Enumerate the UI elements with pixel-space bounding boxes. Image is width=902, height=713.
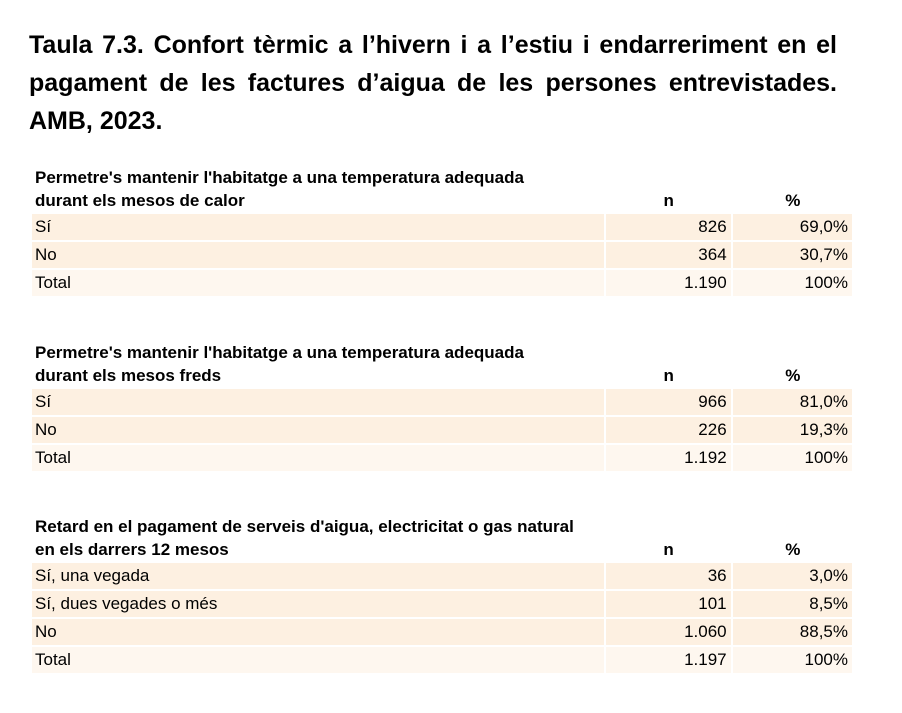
header-line-2: durant els mesos freds xyxy=(35,366,222,385)
row-percent: 81,0% xyxy=(731,389,852,415)
row-label: Sí xyxy=(32,214,604,240)
row-label: Sí xyxy=(32,389,604,415)
header-line-1: Retard en el pagament de serveis d'aigua, electricitat o gas natural xyxy=(35,517,574,536)
row-percent: 69,0% xyxy=(731,214,852,240)
row-label: Sí, dues vegades o més xyxy=(32,591,604,617)
table-header-label xyxy=(32,341,604,387)
table-row-total xyxy=(32,445,852,471)
column-header-n: n xyxy=(663,540,674,559)
column-header-n: n xyxy=(663,366,674,385)
row-label: Total xyxy=(32,647,604,673)
table-header-row xyxy=(32,341,852,387)
row-percent: 88,5% xyxy=(731,619,852,645)
column-header-percent: % xyxy=(785,191,801,210)
row-count: 1.197 xyxy=(604,647,731,673)
table-payment-delay xyxy=(32,513,852,675)
row-label: Sí, una vegada xyxy=(32,563,604,589)
column-header-percent: % xyxy=(785,366,801,385)
row-label: Total xyxy=(32,270,604,296)
row-count: 1.190 xyxy=(604,270,731,296)
row-count: 1.192 xyxy=(604,445,731,471)
header-line-2: durant els mesos de calor xyxy=(35,191,245,210)
column-header-n: n xyxy=(663,191,674,210)
header-line-2: en els darrers 12 mesos xyxy=(35,540,229,559)
row-percent: 100% xyxy=(731,647,852,673)
row-label: No xyxy=(32,619,604,645)
header-line-1: Permetre's mantenir l'habitatge a una temperatura adequada xyxy=(35,343,524,362)
row-percent: 100% xyxy=(731,270,852,296)
table-header-row xyxy=(32,515,852,561)
table-row xyxy=(32,214,852,240)
table-row xyxy=(32,389,852,415)
table-cold-comfort xyxy=(32,339,852,473)
table-header-label xyxy=(32,515,604,561)
table-row-total xyxy=(32,270,852,296)
row-count: 226 xyxy=(604,417,731,443)
page-title: Taula 7.3. Confort tèrmic a l’hivern i a l’estiu i endarreriment en el pagament de les factures d’aigua de les persones entrevistades. AMB, 2023. xyxy=(29,31,837,135)
column-header-percent: % xyxy=(785,540,801,559)
row-count: 966 xyxy=(604,389,731,415)
row-percent: 19,3% xyxy=(731,417,852,443)
row-percent: 100% xyxy=(731,445,852,471)
row-count: 1.060 xyxy=(604,619,731,645)
row-percent: 3,0% xyxy=(731,563,852,589)
row-label: No xyxy=(32,242,604,268)
row-percent: 8,5% xyxy=(731,591,852,617)
header-line-1: Permetre's mantenir l'habitatge a una temperatura adequada xyxy=(35,168,524,187)
table-row xyxy=(32,242,852,268)
row-label: No xyxy=(32,417,604,443)
table-header-row xyxy=(32,166,852,212)
table-heat-comfort xyxy=(32,164,852,298)
row-count: 826 xyxy=(604,214,731,240)
table-row xyxy=(32,591,852,617)
table-row xyxy=(32,619,852,645)
table-row-total xyxy=(32,647,852,673)
row-count: 36 xyxy=(604,563,731,589)
row-count: 101 xyxy=(604,591,731,617)
row-label: Total xyxy=(32,445,604,471)
table-row xyxy=(32,563,852,589)
table-header-label xyxy=(32,166,604,212)
row-count: 364 xyxy=(604,242,731,268)
row-percent: 30,7% xyxy=(731,242,852,268)
table-row xyxy=(32,417,852,443)
